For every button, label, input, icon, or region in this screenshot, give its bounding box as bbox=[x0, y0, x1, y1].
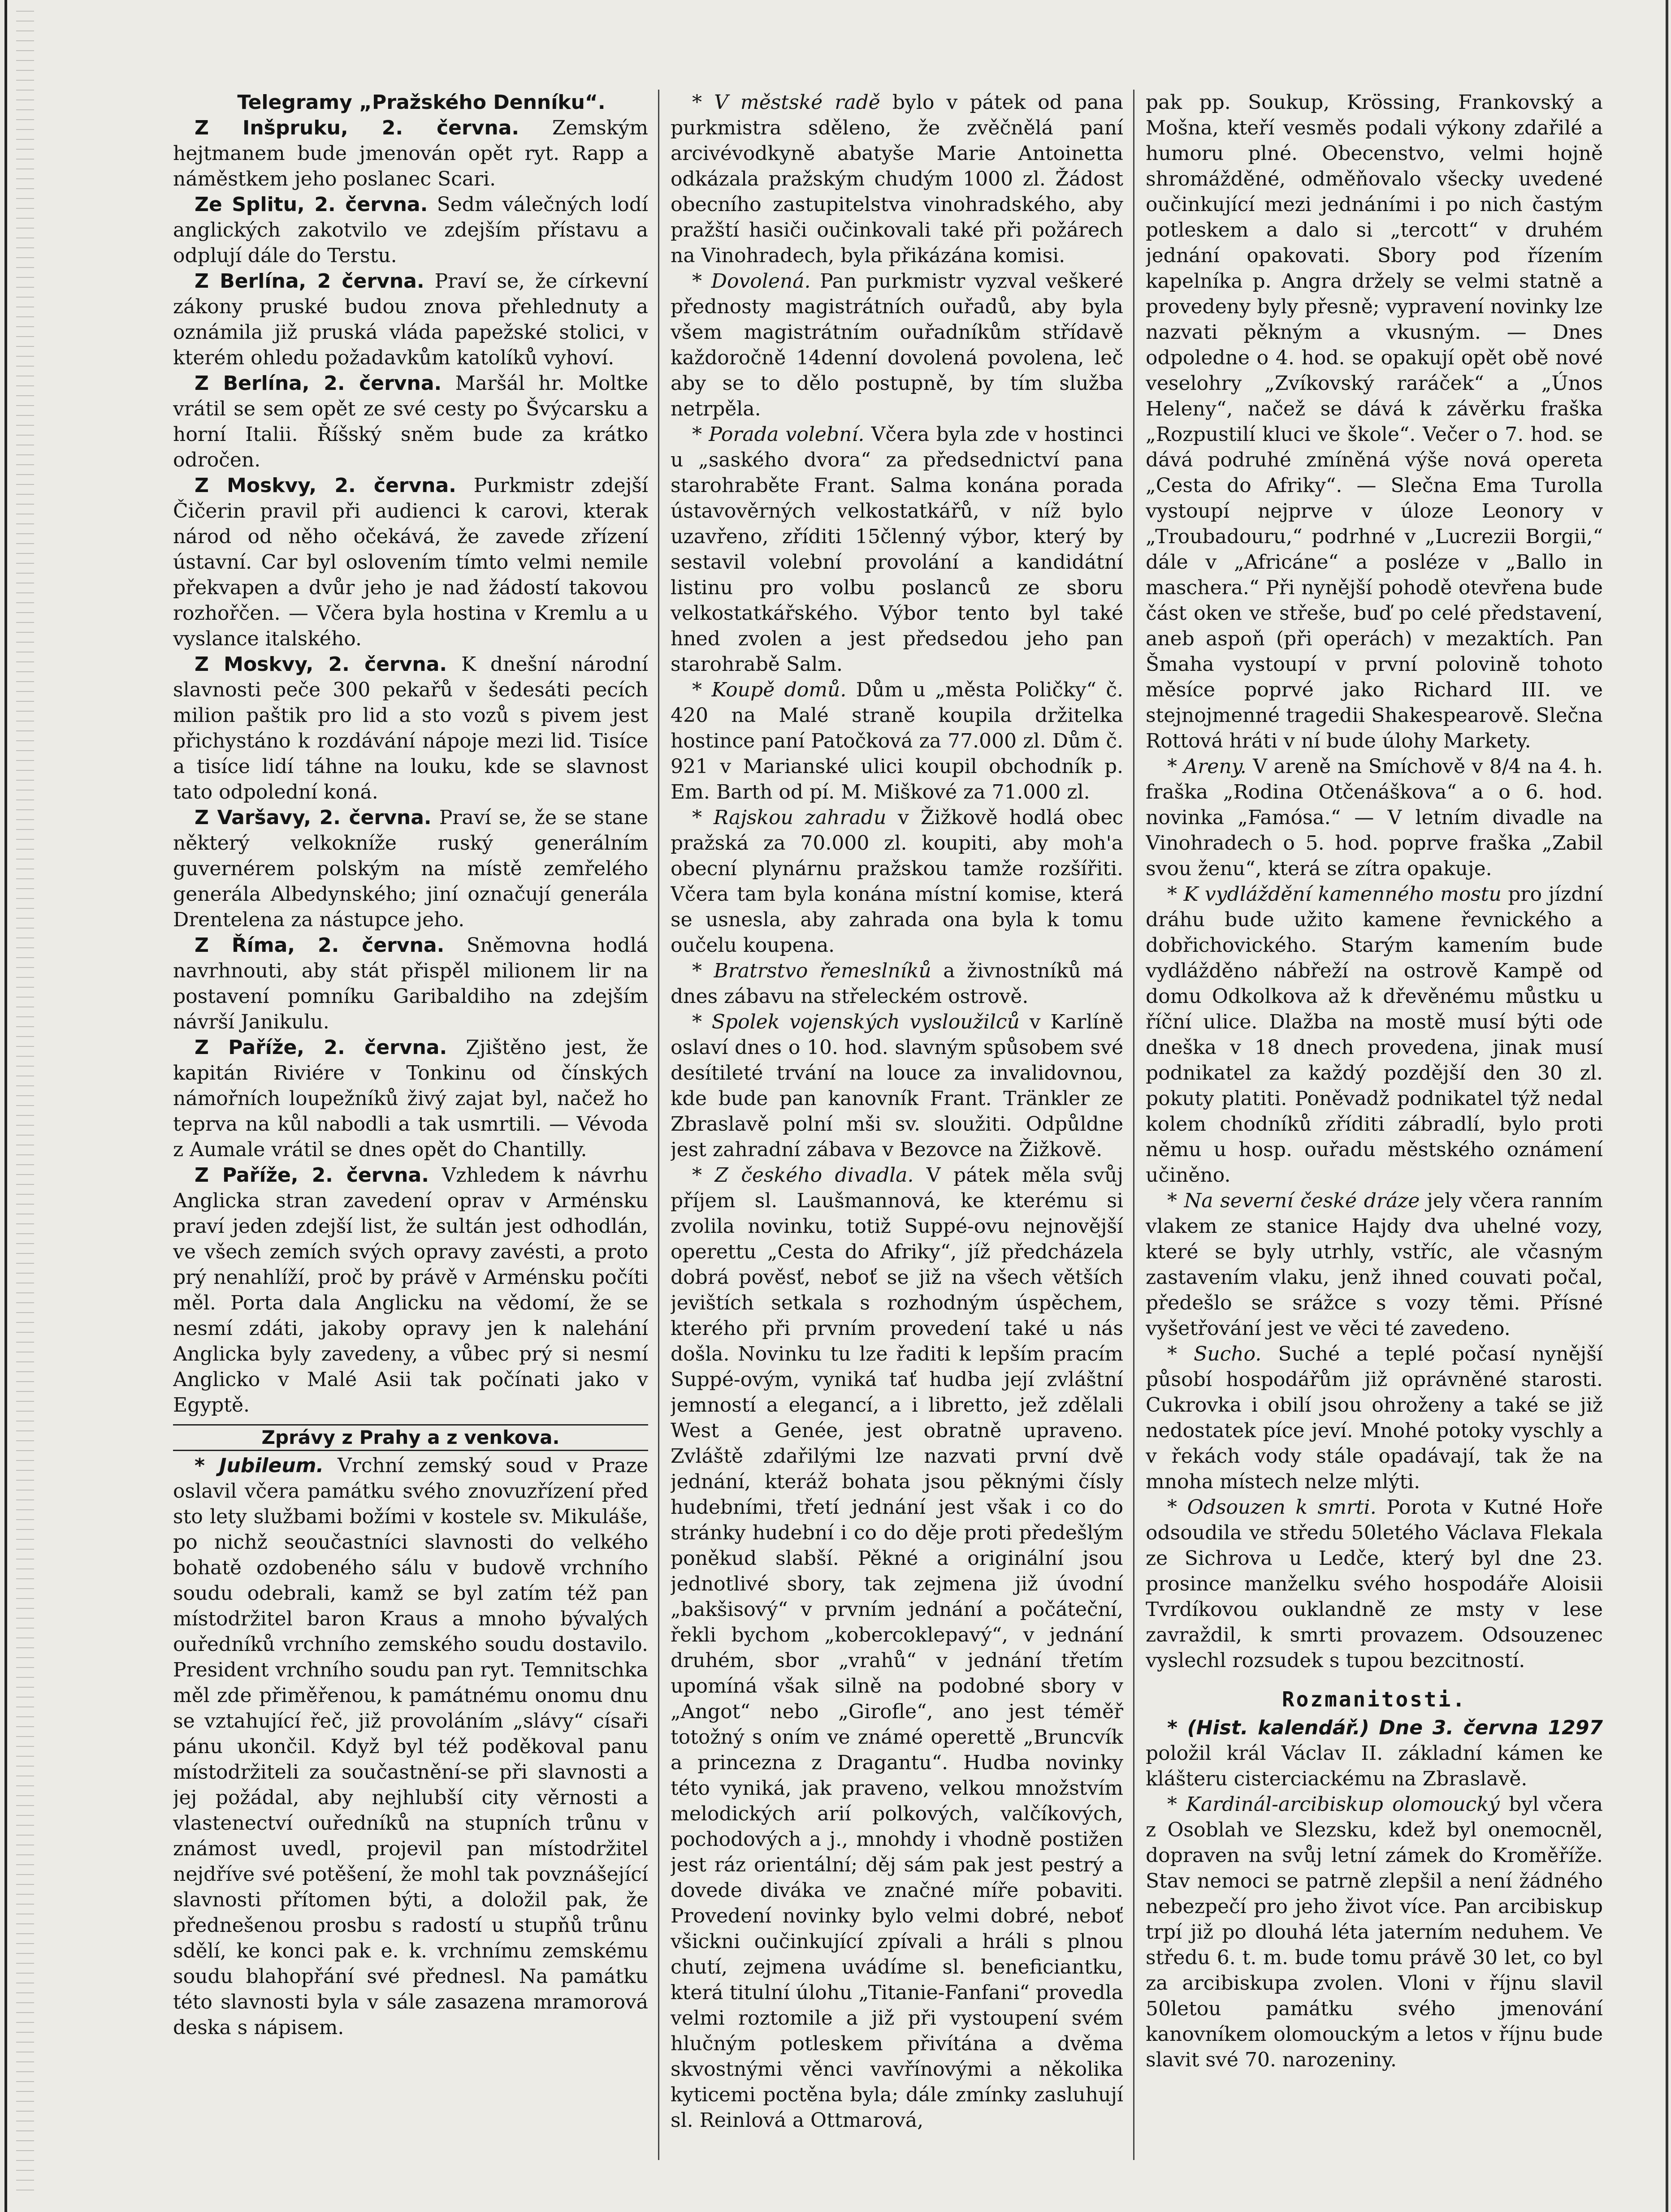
telegram bbox=[173, 652, 648, 805]
news-item-text: položil král Václav II. základní kámen ke klášteru cisterciackému na Zbraslavě. bbox=[1146, 1742, 1603, 1790]
news-item-title: * Dovolená. bbox=[692, 270, 811, 293]
news-item-text: v Karlíně oslaví dnes o 10. hod. slavným spůsobem své desítileté trvání na louce za invalidovnou, kde bude pan kanovník Frant. Tränkler ze Zbraslavě polní mši sv. sloužiti. Odpůldne jest zahradní zábava v Bezovce na Žižkově. bbox=[671, 1011, 1123, 1161]
telegram bbox=[173, 371, 648, 473]
telegram-dateline: Z Varšavy, 2. června. bbox=[195, 806, 432, 829]
news-item-text: Dům u „města Poličky“ č. 420 na Malé straně koupila držitelka hostince paní Patočková za 77.000 zl. Dům č. 921 v Marianské ulici koupil obchodník p. Em. Barth od pí. M. Miškové za 71.000 zl. bbox=[671, 678, 1123, 804]
news-item-title: * V městské radě bbox=[692, 91, 880, 114]
column-rule bbox=[658, 90, 659, 2160]
telegram bbox=[173, 192, 648, 268]
telegram-text: Sedm válečných lodí anglických zakotvilo ve zdejším přístavu a odplují dále do Terstu. bbox=[173, 193, 648, 267]
news-item-text: pak pp. Soukup, Krössing, Frankovský a Mošna, kteří vesměs podali výkony zdařilé a humoru plné. Obecenstvo, velmi hojně shromážděné, odměňovalo všecky uvedené oučinkující mezi jednáními i po nich častým potleskem a dalo si „tercott“ v druhém jednání opakovati. Sbory pod řízením kapelníka p. Angra držely se velmi statně a provedeny byly přesně; vypravení novinky lze nazvati pěkným a vkusným. — Dnes odpoledne o 4. hod. se opakují opět obě nové veselohry „Zvíkovský raráček“ a „Únos Heleny“, načež se dává k závěrku fraška „Rozpustilí kluci ve škole“. Večer o 7. hod. se dává podruhé zmíněná výše nová opereta „Cesta do Afriky“. — Slečna Ema Turolla vystoupí nejprve v úloze Leonory v „Troubadouru,“ podrhné v „Lucrezii Borgii,“ dále v „Africáne“ a posléze v „Ballo in maschera.“ Při nynější pohodě otevřena bude část oken ve střeše, buď po celé představení, aneb aspoň (při operách) v mezaktích. Pan Šmaha vystoupí v první polovině tohoto měsíce poprvé jako Richard III. ve stejnojmenné tragedii Shakespearově. Slečna Rottová hráti v ní bude úlohy Markety. bbox=[1146, 91, 1603, 752]
news-item-title: * Areny. bbox=[1167, 755, 1247, 778]
news-item-title: * Rajskou zahradu bbox=[692, 806, 887, 829]
telegram bbox=[173, 1162, 648, 1418]
column-theatre-misc bbox=[1146, 90, 1603, 2160]
telegram-dateline: Z Moskvy, 2. června. bbox=[195, 474, 456, 497]
news-item bbox=[671, 677, 1123, 805]
news-item-text: pro jízdní dráhu bude užito kamene řevnického a dobřichovického. Starým kamením bude vydlážděno nábřeží na ostrově Kampě od domu Odkolkova až k dřevěnému můstku u říční ulice. Dlažba na mostě musí býti ode dneška v 18 dnech provedena, jinak musí podnikatel za každý pozdější den 30 zl. pokuty platiti. Poněvadž podnikatel týž nedal kolem chodníků zříditi zábradlí, bylo proti němu u hosp. ouřadu městského oznámení učiněno. bbox=[1146, 883, 1603, 1187]
news-item-title: * Kardinál-arcibiskup olomoucký bbox=[1167, 1793, 1500, 1816]
telegram bbox=[173, 115, 648, 192]
telegram-dateline: Z Moskvy, 2. června. bbox=[195, 653, 447, 676]
news-item bbox=[1146, 881, 1603, 1188]
news-item bbox=[671, 1009, 1123, 1162]
news-item-title: * (Hist. kalendář.) Dne 3. června 1297 bbox=[1167, 1716, 1603, 1739]
news-item-title: * Bratrstvo řemeslníků bbox=[692, 959, 931, 982]
news-item-title: * Na severní české dráze bbox=[1167, 1189, 1420, 1212]
news-item-continued bbox=[1146, 90, 1603, 754]
column-local-news bbox=[671, 90, 1123, 2160]
telegrams-header: Telegramy „Pražského Denníku“. bbox=[237, 91, 606, 114]
news-item-text: v Žižkově hodlá obec pražská za 70.000 zl. koupiti, aby moh'a obecní plynárnu pražskou tamže rozšířiti. Včera tam byla konána místní komise, která se usnesla, aby zahrada ona byla k tomu oučelu koupena. bbox=[671, 806, 1123, 957]
telegram-dateline: Z Paříže, 2. června. bbox=[195, 1036, 447, 1059]
news-item-text: Porota v Kutné Hoře odsoudila ve středu 50letého Václava Flekala ze Sichrova u Ledče, který byl dne 23. prosince manželku svého hospodáře Aloisii Tvrdíkovou ouklandně ze msty v lese zavraždil, k smrti provazem. Odsouzenec vyslechl rozsudek s tupou bezcitností. bbox=[1146, 1496, 1603, 1672]
news-item-text: byl včera z Osoblah ve Slezsku, kdež byl onemocněl, dopraven na svůj letní zámek do Kroměříže. Stav nemoci se patrně zlepšil a není žádného nebezpečí pro jeho život více. Pan arcibiskup trpí již po dlouhá léta jaterním neduhem. Ve středu 6. t. m. bude tomu právě 30 let, co byl za arcibiskupa zvolen. Vloni v říjnu slavil 50letou památku svého jmenování kanovníkem olomouckým a letos v říjnu bude slavit své 70. narozeniny. bbox=[1146, 1793, 1603, 2071]
binding-edge bbox=[16, 11, 34, 2198]
news-item bbox=[1146, 1188, 1603, 1341]
news-item bbox=[671, 268, 1123, 422]
news-item bbox=[1146, 1495, 1603, 1673]
telegram bbox=[173, 1035, 648, 1162]
news-item-text: jely včera ranním vlakem ze stanice Hajdy dva uhelné vozy, které se byly utrhly, vstříc, ale včasným zastavením vlaku, jenž ihned couvati počal, předešlo se srážce s vozy těmi. Přísné vyšetřování jest ve věci té zavedeno. bbox=[1146, 1189, 1603, 1340]
telegram-text: K dnešní národní slavnosti peče 300 pekařů v šedesáti pecích milion paštik pro lid a sto vozů s pivem jest přichystáno k rozdávání nápoje mezi lid. Tisíce a tisíce lidí táhne na louku, kde se slavnost tato odpolední koná. bbox=[173, 653, 648, 804]
newspaper-page bbox=[4, 0, 1668, 2212]
news-item-text: a živnostníků má dnes zábavu na střeleckém ostrově. bbox=[671, 959, 1123, 1008]
news-item-title: * Sucho. bbox=[1167, 1343, 1262, 1365]
telegram-text: Maršál hr. Moltke vrátil se sem opět ze své cesty po Švýcarsku a horní Italii. Říšský sněm bude za krátko odročen. bbox=[173, 372, 648, 471]
news-item bbox=[671, 90, 1123, 268]
telegram-text: Zemským hejtmanem bude jmenován opět ryt. Rapp a náměstkem jeho poslanec Scari. bbox=[173, 117, 648, 190]
news-item bbox=[1146, 1792, 1603, 2073]
news-item-text: bylo v pátek od pana purkmistra sděleno, že zvěčnělá paní arcivévodkyně abatyše Marie Antoinetta odkázala pražským chudým 1000 zl. Žádost obecního zastupitelstva vinohradského, aby pražští hasiči oučinkovali také při požárech na Vinohradech, byla přikázána komisi. bbox=[671, 91, 1123, 267]
news-item bbox=[1146, 1341, 1603, 1495]
telegram-text: Zjištěno jest, že kapitán Riviére v Tonkinu od čínských námořních loupežníků živý zajat byl, načež ho teprva na kůl nabodli a tak usmrtili. — Vévoda z Aumale vrátil se dnes opět do Chantilly. bbox=[173, 1036, 648, 1161]
telegram bbox=[173, 933, 648, 1035]
telegram-text: Praví se, že se stane některý velkokníže ruský generálním guvernérem polským na místě zemřelého generála Albedynského; jiní označují generála Drentelena za nástupce jeho. bbox=[173, 806, 648, 931]
column-rule bbox=[1133, 90, 1134, 2160]
telegram-text: Praví se, že církevní zákony pruské budou znova přehlednuty a oznámila již pruská vláda papežské stolici, v kterém ohledu požadavkům katolíků vyhoví. bbox=[173, 270, 648, 369]
telegram bbox=[173, 268, 648, 371]
news-item-title: * Odsouzen k smrti. bbox=[1167, 1496, 1377, 1519]
telegram-dateline: Z Berlína, 2. června. bbox=[195, 372, 442, 395]
section-heading-prague-news: Zprávy z Prahy a z venkova. bbox=[173, 1424, 648, 1451]
news-item-text: Pan purkmistr vyzval veškeré přednosty magistrátních ouřadů, aby byla všem magistrátním ouřadníkům střídavě každoročně 14denní dovolená povolena, leč aby se to dělo postupně, by tím služba netrpěla. bbox=[671, 270, 1123, 420]
telegram-dateline: Z Berlína, 2 června. bbox=[195, 270, 424, 293]
news-item-title: * Porada volební. bbox=[692, 423, 865, 446]
news-item bbox=[1146, 754, 1603, 881]
news-item-title: * K vydláždění kamenného mostu bbox=[1167, 883, 1502, 906]
news-item bbox=[671, 422, 1123, 677]
news-item-text: V pátek měla svůj příjem sl. Laušmannová, ke kterému si zvolila novinku, totiž Suppé-ovu nejnovější operettu „Cesta do Afriky“, jíž předcházela dobrá pověsť, neboť se již na všech větších jevištích setkala s rozhodným úspěchem, kterého při prvním provedení také u nás došla. Novinku tu lze řaditi k lepším pracím Suppé-ovým, vyniká tať hudba její zvláštní jemností a elegancí, a i libretto, jež zdělali West a Genée, jest obratně upraveno. Zvláště zdařilými lze nazvati první dvě jednání, kteráž bohata jsou pěknými čísly hudebními, třetí jednání jest však i co do stránky hudební i co do děje proti předešlým poněkud slabší. Pěkné a originální jsou jednotlivé sbory, tak zejmena již úvodní „bakšisový“ v prvním jednání a počáteční, řekli bychom „kobercoklepavý“, v jednání druhém, sbor „vrahů“ v jednání třetím upomíná však silně na podobné sbory v „Angot“ nebo „Girofle“, ano jest téměř totožný s oním ve známé operettě „Bruncvík a princezna z Dragantu“. Hudba novinky této vyniká, jak praveno, velkou množstvím melodických arií polkových, valčíkových, pochodových a j., mnohdy i vhodně postižen jest ráz orientální; děj sám pak jest pestrý a dovede diváka ve značné míře pobaviti. Provedení novinky bylo velmi dobré, neboť všickni oučinkující zpívali a hráli s plnou chutí, zejmena uvádíme sl. beneficiantku, která titulní úlohu „Titanie-Fanfani“ provedla velmi roztomile a již při vystoupení svém hlučným potleskem přivítána a dvěma skvostnými věnci vavřínovými a několika kyticemi poctěna byla; dále zmínky zasluhují sl. Reinlová a Ottmarová, bbox=[671, 1164, 1123, 2132]
news-item bbox=[671, 958, 1123, 1009]
news-item-text: Suché a teplé počasí nynější působí hospodářům již oprávněné starosti. Cukrovka i obilí jsou ohroženy a také se již nedostatek píce jeví. Mnohé potoky vyschly a v řekách vody stále opadávají, tak že na mnoha místech nelze mlýti. bbox=[1146, 1343, 1603, 1493]
news-item-title: * Koupě domů. bbox=[692, 678, 847, 701]
telegram-dateline: Z Říma, 2. června. bbox=[195, 934, 445, 957]
news-item-text: Včera byla zde v hostinci u „saského dvora“ za předsednictví pana starohraběte Frant. Salma konána porada ústavověrných velkostatkářů, v níž bylo uzavřeno, zříditi 15členný výbor, který by sestavil volební provolání a kandidátní listinu pro volbu poslanců ze sboru velkostatkářského. Výbor tento byl také hned zvolen a jest předsedou jeho pan starohrabě Salm. bbox=[671, 423, 1123, 676]
news-item-title: * Spolek vojenských vysloužilců bbox=[692, 1011, 1020, 1033]
news-item bbox=[671, 805, 1123, 958]
news-item bbox=[1146, 1715, 1603, 1792]
telegram bbox=[173, 473, 648, 652]
telegram-list bbox=[173, 115, 648, 1418]
telegram-text: Sněmovna hodlá navrhnouti, aby stát přispěl milionem lir na postavení pomníku Garibaldiho na zdejším návrší Janikulu. bbox=[173, 934, 648, 1033]
telegram-dateline: Z Inšpruku, 2. června. bbox=[195, 117, 519, 139]
section-heading-miscellany: Rozmanitosti. bbox=[1281, 1687, 1467, 1711]
telegram bbox=[173, 805, 648, 933]
telegram-dateline: Ze Splitu, 2. června. bbox=[195, 193, 428, 216]
news-item bbox=[671, 1162, 1123, 2133]
news-item-title: * Jubileum. bbox=[195, 1454, 324, 1477]
telegram-dateline: Z Paříže, 2. června. bbox=[195, 1164, 429, 1187]
news-item-text: Vrchní zemský soud v Praze oslavil včera památku svého znovuzřízení před sto lety službami božími v kostele sv. Mikuláše, po nichž seoučastníci slavnosti do velkého bohatě ozdobeného sálu v budově vrchního soudu odebrali, kamž se byl zatím též pan místodržitel baron Kraus a mnoho bývalých ouředníků vrchního zemského soudu dostavilo. President vrchního soudu pan ryt. Temnitschka měl zde přiměřenou, k památnému onomu dnu se vztahující řeč, již provoláním „slávy“ císaři pánu ukončil. Když byl též poděkoval panu místodržiteli za součastnění-se při slavnosti a jej požádal, aby nejhlubší city věrnosti a vlastenectví ouředníků na stupních trůnu v známost uvedl, projevil pan místodržitel nejdříve své potěšení, že mohl tak povznášející slavnosti přítomen býti, a doložil pak, že přednešenou prosbu s radostí u stupňů trůnu sdělí, ke konci pak e. k. vrchnímu zemskému soudu blahopřání své přednesl. Na památku této slavnosti byla v sále zasazena mramorová deska s nápisem. bbox=[173, 1454, 648, 2039]
news-item bbox=[173, 1453, 648, 2040]
telegram-text: Purkmistr zdejší Čičerin pravil při audienci k carovi, kterak národ od něho očekává, že zavede zřízení ústavní. Car byl oslovením tímto velmi nemile překvapen a dvůr jeho je nad žádostí takovou rozhořčen. — Včera byla hostina v Kremlu a u vyslance italského. bbox=[173, 474, 648, 650]
telegram-text: Vzhledem k návrhu Anglicka stran zavedení oprav v Arménsku praví jeden zdejší list, že sultán jest odhodlán, ve všech zemích svých opravy zavésti, a proto prý nenahlíží, proč by právě v Arménsku počíti měl. Porta dala Anglicku na vědomí, že se nesmí zdáti, jakoby opravy jen k nalehání Anglicka byly zavedeny, a vůbec prý si nesmí Anglicko v Malé Asii tak počínati jako v Egyptě. bbox=[173, 1164, 648, 1417]
news-item-text: V areně na Smíchově v 8/4 na 4. h. fraška „Rodina Otčenáškova“ a o 6. hod. novinka „Famósa.“ — V letním divadle na Vinohradech o 5. hod. poprve fraška „Zabil svou ženu“, která se zítra opakuje. bbox=[1146, 755, 1603, 880]
news-item-title: * Z českého divadla. bbox=[692, 1164, 914, 1187]
column-telegrams bbox=[173, 90, 648, 2160]
